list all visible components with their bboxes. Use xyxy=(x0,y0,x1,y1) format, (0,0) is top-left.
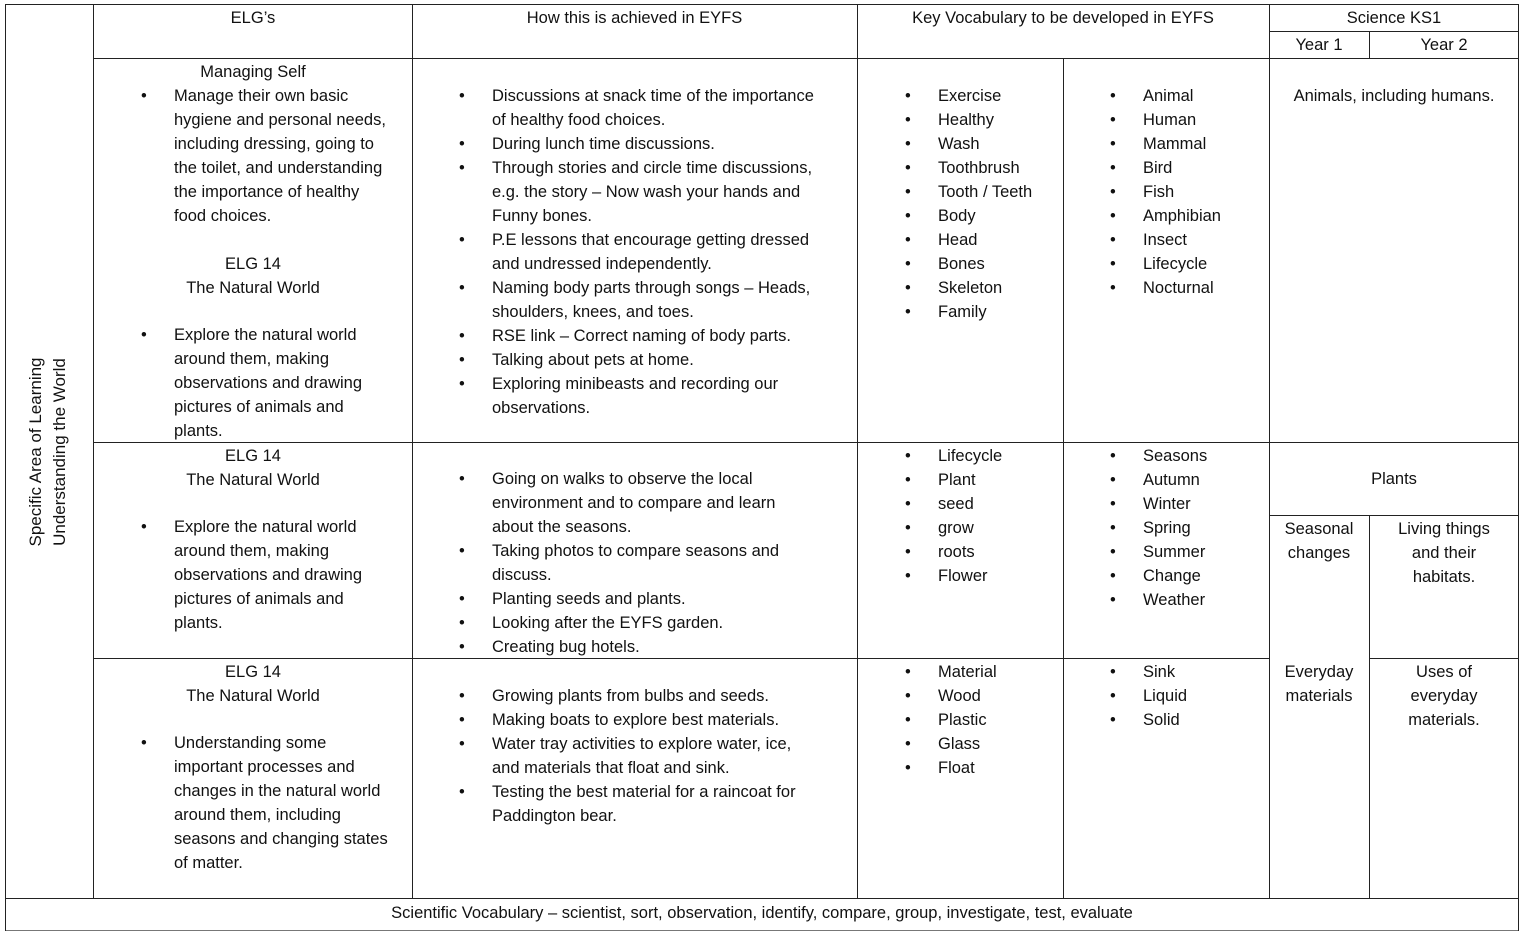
bullet-icon: • xyxy=(141,87,147,105)
list-item: • Taking photos to compare seasons and discuss. xyxy=(492,539,779,587)
bullet-icon: • xyxy=(459,687,465,705)
vocab-item: • Plastic xyxy=(938,708,997,732)
list-item: • P.E lessons that encourage getting dressed and undressed independently. xyxy=(492,228,814,276)
vocab-item: • grow xyxy=(938,516,1002,540)
vocab-item: • Tooth / Teeth xyxy=(938,180,1032,204)
bullet-icon: • xyxy=(905,759,911,777)
elg-subheading: The Natural World xyxy=(186,279,320,297)
list-item: • RSE link – Correct naming of body parts. xyxy=(492,324,814,348)
elg-heading: Managing Self xyxy=(200,63,306,81)
bullet-icon: • xyxy=(459,542,465,560)
bullet-icon: • xyxy=(905,711,911,729)
list-item: • Testing the best material for a raincoat for Paddington bear. xyxy=(492,780,796,828)
bullet-icon: • xyxy=(1110,207,1116,225)
footer-label: Scientific Vocabulary xyxy=(391,904,544,922)
elg-heading: ELG 14 xyxy=(225,663,281,681)
bullet-icon: • xyxy=(1110,279,1116,297)
bullet-icon: • xyxy=(1110,87,1116,105)
vocab-list-2 xyxy=(1110,84,1221,300)
bullet-icon: • xyxy=(905,663,911,681)
side-label-line1: Specific Area of Learning xyxy=(26,357,45,547)
bullet-icon: • xyxy=(1110,111,1116,129)
bullet-icon: • xyxy=(905,447,911,465)
vocab-item: • Autumn xyxy=(1143,468,1207,492)
bullet-icon: • xyxy=(905,231,911,249)
bullet-icon: • xyxy=(1110,591,1116,609)
elg-heading: ELG 14 xyxy=(225,447,281,465)
how-list xyxy=(459,684,796,828)
list-item: • Water tray activities to explore water, ice, and materials that float and sink. xyxy=(492,732,796,780)
list-item: • Growing plants from bulbs and seeds. xyxy=(492,684,796,708)
vocab-item: • Insect xyxy=(1143,228,1221,252)
vocab-item: • Bones xyxy=(938,252,1032,276)
vocab-item: • Lifecycle xyxy=(1143,252,1221,276)
vocab-item: • Human xyxy=(1143,108,1221,132)
list-item: • Explore the natural world around them, making observations and drawing pictures of animals and plants. xyxy=(174,323,362,443)
bullet-icon: • xyxy=(905,567,911,585)
bullet-icon: • xyxy=(459,351,465,369)
bullet-icon: • xyxy=(905,135,911,153)
bullet-icon: • xyxy=(1110,519,1116,537)
vocab-item: • Exercise xyxy=(938,84,1032,108)
bullet-icon: • xyxy=(905,519,911,537)
elg-list xyxy=(141,731,388,875)
bullet-icon: • xyxy=(1110,687,1116,705)
list-item: • Manage their own basic hygiene and personal needs, including dressing, going to the toilet, and understanding the importance of healthy food choices. xyxy=(174,84,386,228)
bullet-icon: • xyxy=(1110,543,1116,561)
vocab-item: • seed xyxy=(938,492,1002,516)
vocab-item: • Liquid xyxy=(1143,684,1187,708)
science-year1-topic: Seasonal changes xyxy=(1284,520,1354,562)
bullet-icon: • xyxy=(141,734,147,752)
bullet-icon: • xyxy=(1110,135,1116,153)
bullet-icon: • xyxy=(459,735,465,753)
bullet-icon: • xyxy=(905,543,911,561)
bullet-icon: • xyxy=(1110,159,1116,177)
vocab-item: • Mammal xyxy=(1143,132,1221,156)
bullet-icon: • xyxy=(459,375,465,393)
header-vocab: Key Vocabulary to be developed in EYFS xyxy=(912,9,1214,27)
bullet-icon: • xyxy=(905,471,911,489)
bullet-icon: • xyxy=(905,279,911,297)
vocab-item: • Seasons xyxy=(1143,444,1207,468)
vocab-item: • Nocturnal xyxy=(1143,276,1221,300)
bullet-icon: • xyxy=(459,279,465,297)
header-elg: ELG’s xyxy=(230,9,276,27)
vocab-item: • Healthy xyxy=(938,108,1032,132)
bullet-icon: • xyxy=(459,231,465,249)
science-year2-topic: Uses of everyday materials. xyxy=(1408,663,1480,729)
header-how: How this is achieved in EYFS xyxy=(526,9,743,27)
bullet-icon: • xyxy=(459,87,465,105)
bullet-icon: • xyxy=(905,183,911,201)
bullet-icon: • xyxy=(459,783,465,801)
list-item: • Going on walks to observe the local environment and to compare and learn about the seasons. xyxy=(492,467,779,539)
bullet-icon: • xyxy=(459,470,465,488)
vocab-list-1 xyxy=(905,84,1033,324)
vocab-list-1 xyxy=(905,444,1003,588)
vocab-item: • Fish xyxy=(1143,180,1221,204)
vocab-item: • roots xyxy=(938,540,1002,564)
vocab-item: • Material xyxy=(938,660,997,684)
elg-list xyxy=(141,515,363,635)
bullet-icon: • xyxy=(905,687,911,705)
elg-heading: ELG 14 xyxy=(225,255,281,273)
list-item: • Talking about pets at home. xyxy=(492,348,814,372)
vocab-item: • Amphibian xyxy=(1143,204,1221,228)
list-item: • Looking after the EYFS garden. xyxy=(492,611,779,635)
bullet-icon: • xyxy=(459,590,465,608)
footer-dash: – xyxy=(543,904,562,922)
vocab-item: • Animal xyxy=(1143,84,1221,108)
vocab-item: • Body xyxy=(938,204,1032,228)
bullet-icon: • xyxy=(905,111,911,129)
bullet-icon: • xyxy=(141,518,147,536)
science-year2-topic: Living things and their habitats. xyxy=(1398,520,1490,586)
bullet-icon: • xyxy=(1110,567,1116,585)
bullet-icon: • xyxy=(905,207,911,225)
bullet-icon: • xyxy=(1110,447,1116,465)
elg-subheading: The Natural World xyxy=(186,471,320,489)
vocab-item: • Spring xyxy=(1143,516,1207,540)
vocab-item: • Weather xyxy=(1143,588,1207,612)
vocab-list-1 xyxy=(905,660,997,780)
header-science: Science KS1 xyxy=(1346,9,1442,27)
bullet-icon: • xyxy=(1110,711,1116,729)
bullet-icon: • xyxy=(1110,183,1116,201)
vocab-item: • Wash xyxy=(938,132,1032,156)
bullet-icon: • xyxy=(1110,663,1116,681)
bullet-icon: • xyxy=(905,255,911,273)
vocab-item: • Winter xyxy=(1143,492,1207,516)
bullet-icon: • xyxy=(905,735,911,753)
bullet-icon: • xyxy=(459,159,465,177)
side-label-line2: Understanding the World xyxy=(50,358,69,546)
bullet-icon: • xyxy=(459,614,465,632)
bullet-icon: • xyxy=(459,135,465,153)
vocab-item: • Family xyxy=(938,300,1032,324)
vocab-item: • Bird xyxy=(1143,156,1221,180)
elg-list xyxy=(141,84,386,228)
how-list xyxy=(459,467,780,659)
bullet-icon: • xyxy=(905,303,911,321)
vocab-list-2 xyxy=(1110,660,1188,732)
list-item: • Exploring minibeasts and recording our observations. xyxy=(492,372,814,420)
vocab-item: • Lifecycle xyxy=(938,444,1002,468)
bullet-icon: • xyxy=(1110,471,1116,489)
vocab-item: • Summer xyxy=(1143,540,1207,564)
list-item: • Discussions at snack time of the importance of healthy food choices. xyxy=(492,84,814,132)
vocab-item: • Flower xyxy=(938,564,1002,588)
list-item: • Making boats to explore best materials. xyxy=(492,708,796,732)
bullet-icon: • xyxy=(1110,231,1116,249)
bullet-icon: • xyxy=(459,638,465,656)
list-item: • Understanding some important processes and changes in the natural world around them, including seasons and changing states of matter. xyxy=(174,731,388,875)
science-topic: Plants xyxy=(1371,470,1417,488)
vocab-item: • Glass xyxy=(938,732,997,756)
how-list xyxy=(459,84,814,420)
vocab-item: • Sink xyxy=(1143,660,1187,684)
vocab-item: • Solid xyxy=(1143,708,1187,732)
bullet-icon: • xyxy=(905,159,911,177)
bullet-icon: • xyxy=(459,327,465,345)
vocab-item: • Plant xyxy=(938,468,1002,492)
list-item: • Through stories and circle time discussions, e.g. the story – Now wash your hands and Funny bones. xyxy=(492,156,814,228)
bullet-icon: • xyxy=(1110,495,1116,513)
elg-subheading: The Natural World xyxy=(186,687,320,705)
science-topic: Animals, including humans. xyxy=(1293,87,1495,105)
bullet-icon: • xyxy=(1110,255,1116,273)
list-item: • Explore the natural world around them, making observations and drawing pictures of animals and plants. xyxy=(174,515,362,635)
vocab-item: • Change xyxy=(1143,564,1207,588)
vocab-item: • Float xyxy=(938,756,997,780)
vocab-item: • Toothbrush xyxy=(938,156,1032,180)
vocab-list-2 xyxy=(1110,444,1208,612)
list-item: • During lunch time discussions. xyxy=(492,132,814,156)
vocab-item: • Wood xyxy=(938,684,997,708)
bullet-icon: • xyxy=(141,326,147,344)
list-item: • Creating bug hotels. xyxy=(492,635,779,659)
header-year2: Year 2 xyxy=(1420,36,1468,54)
vocab-item: • Head xyxy=(938,228,1032,252)
list-item: • Naming body parts through songs – Heads, shoulders, knees, and toes. xyxy=(492,276,814,324)
bullet-icon: • xyxy=(905,87,911,105)
bullet-icon: • xyxy=(459,711,465,729)
header-year1: Year 1 xyxy=(1295,36,1343,54)
bullet-icon: • xyxy=(905,495,911,513)
elg-list xyxy=(141,323,363,443)
list-item: • Planting seeds and plants. xyxy=(492,587,779,611)
footer-text: scientist, sort, observation, identify, compare, group, investigate, test, evaluate xyxy=(561,904,1133,922)
footer-scientific-vocabulary xyxy=(5,901,1519,925)
side-label xyxy=(24,357,72,546)
science-year1-topic: Everyday materials xyxy=(1284,663,1354,705)
vocab-item: • Skeleton xyxy=(938,276,1032,300)
